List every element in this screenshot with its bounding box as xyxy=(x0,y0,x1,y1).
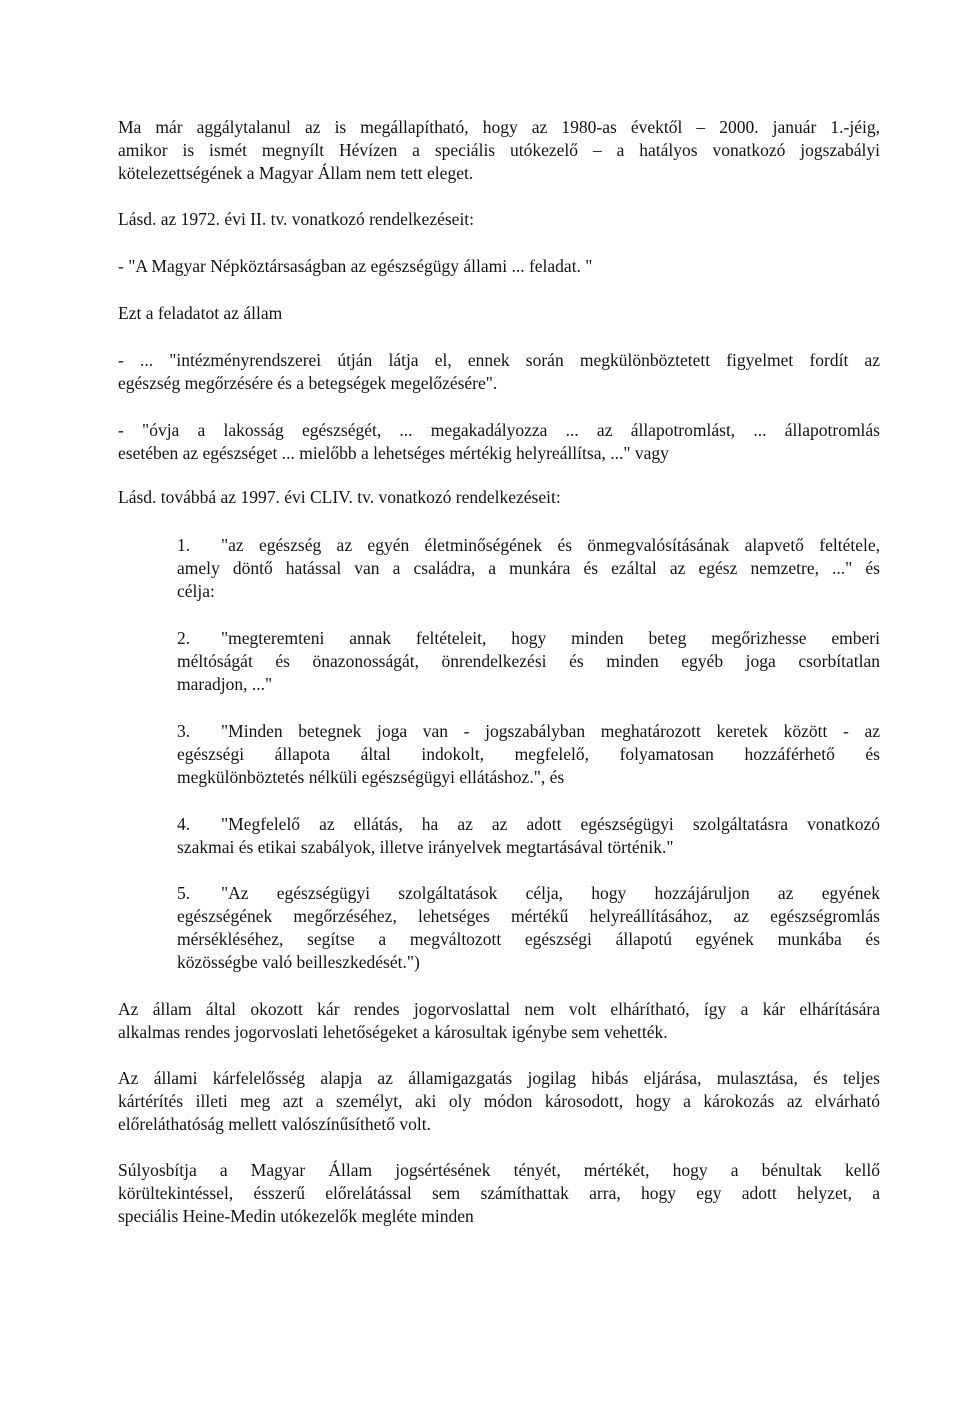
liability-paragraph xyxy=(118,1067,880,1136)
text-line: "az egészség az egyén életminőségének és önmegvalósításának alapvető feltétele, xyxy=(221,535,880,555)
text-line: "Minden betegnek joga van - jogszabályban meghatározott keretek között - az xyxy=(221,721,880,741)
list-item xyxy=(177,813,880,859)
item-number: 5. xyxy=(177,883,191,903)
text-line: amikor is ismét megnyílt Hévízen a speciális utókezelő – a hatályos vonatkozó jogszabályi xyxy=(118,140,880,160)
text-line: amely döntő hatással van a családra, a munkára és ezáltal az egész nemzetre, ..." és xyxy=(177,558,880,578)
item-number: 3. xyxy=(177,721,191,741)
item-number: 4. xyxy=(177,814,191,834)
text-line: előreláthatóság mellett valószínűsíthető volt. xyxy=(118,1114,431,1134)
list-item xyxy=(177,882,880,974)
text-line: megkülönböztetés nélküli egészségügyi ellátáshoz.", és xyxy=(177,767,565,787)
text-line: közösségbe való beilleszkedését.") xyxy=(177,952,420,972)
text-line: egészségének megőrzéséhez, lehetséges mértékű helyreállításához, az egészségromlás xyxy=(177,906,880,926)
text-line: egészség megőrzésére és a betegségek megelőzésére". xyxy=(118,373,498,393)
text-line: alkalmas rendes jogorvoslati lehetőségeket a károsultak igénybe sem vehették. xyxy=(118,1022,668,1042)
text-line: "Megfelelő az ellátás, ha az az adott egészségügyi szolgáltatásra vonatkozó xyxy=(221,814,880,834)
list-item xyxy=(177,627,880,696)
item-number: 1. xyxy=(177,535,191,555)
text-line: kártérítés illeti meg azt a személyt, aki oly módon károsodott, hogy a károkozás az elvárható xyxy=(118,1091,880,1111)
text-line: - ... "intézményrendszerei útján látja el, ennek során megkülönböztetett figyelmet fordít az xyxy=(118,350,880,370)
text-line: Ma már aggálytalanul az is megállapítható, hogy az 1980-as évektől – 2000. január 1.-jéig, xyxy=(118,117,880,137)
text-line: Lásd. az 1972. évi II. tv. vonatkozó rendelkezéseit: xyxy=(118,209,475,229)
damage-paragraph xyxy=(118,998,880,1044)
quote-1972-b xyxy=(118,349,880,395)
text-line: "Az egészségügyi szolgáltatások célja, hogy hozzájáruljon az egyének xyxy=(221,883,880,903)
list-item xyxy=(177,720,880,789)
text-line: "megteremteni annak feltételeit, hogy minden beteg megőrizhesse emberi xyxy=(221,628,880,648)
text-line: méltóságát és önazonosságát, önrendelkezési és minden egyéb joga csorbítatlan xyxy=(177,651,880,671)
text-line: esetében az egészséget ... mielőbb a lehetséges mértékig helyreállítsa, ..." vagy xyxy=(118,443,669,463)
aggravation-paragraph xyxy=(118,1159,880,1228)
text-line: szakmai és etikai szabályok, illetve irányelvek megtartásával történik." xyxy=(177,837,674,857)
state-task-line xyxy=(118,302,880,325)
text-line: Ezt a feladatot az állam xyxy=(118,303,283,323)
item-number: 2. xyxy=(177,628,191,648)
text-line: célja: xyxy=(177,581,215,601)
text-line: maradjon, ..." xyxy=(177,674,273,694)
text-line: - "A Magyar Népköztársaságban az egészségügy állami ... feladat. " xyxy=(118,256,593,276)
text-line: Lásd. továbbá az 1997. évi CLIV. tv. vonatkozó rendelkezéseit: xyxy=(118,487,561,507)
text-line: Az állami kárfelelősség alapja az államigazgatás jogilag hibás eljárása, mulasztása, és teljes xyxy=(118,1068,880,1088)
quote-1972-a xyxy=(118,255,880,278)
text-line: kötelezettségének a Magyar Állam nem tett eleget. xyxy=(118,163,474,183)
intro-paragraph xyxy=(118,116,880,185)
text-line: körültekintéssel, ésszerű előrelátással sem számíthattak arra, hogy egy adott helyzet, a xyxy=(118,1183,880,1203)
list-item xyxy=(177,534,880,603)
reference-1997 xyxy=(118,486,880,509)
text-line: egészségi állapota által indokolt, megfelelő, folyamatosan hozzáférhető és xyxy=(177,744,880,764)
text-line: mérsékléséhez, segítse a megváltozott egészségi állapotú egyének munkába és xyxy=(177,929,880,949)
quote-1972-c xyxy=(118,419,880,465)
text-line: Az állam által okozott kár rendes jogorvoslattal nem volt elhárítható, így a kár elhárítására xyxy=(118,999,880,1019)
text-line: Súlyosbítja a Magyar Állam jogsértésének tényét, mértékét, hogy a bénultak kellő xyxy=(118,1160,880,1180)
text-line: speciális Heine-Medin utókezelők megléte minden xyxy=(118,1206,474,1226)
text-line: - "óvja a lakosság egészségét, ... megakadályozza ... az állapotromlást, ... állapotromlás xyxy=(118,420,880,440)
reference-1972 xyxy=(118,208,880,231)
